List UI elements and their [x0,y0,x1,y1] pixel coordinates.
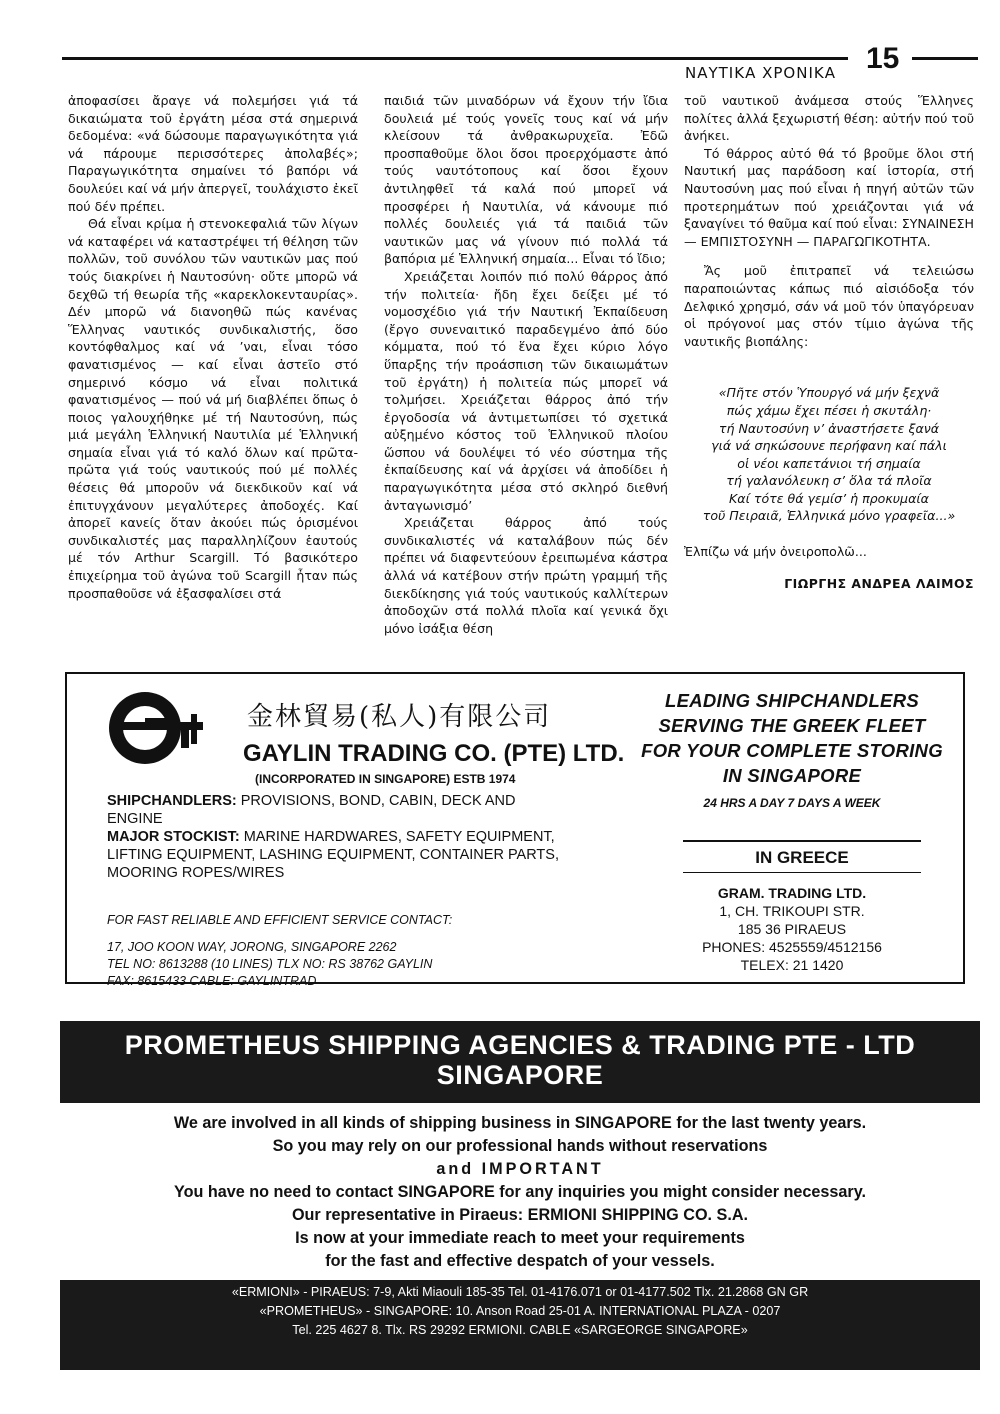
body-line: Is now at your immediate reach to meet your requirements [295,1229,745,1247]
contact-block [107,912,547,990]
article-column-3 [684,92,974,592]
body-line: for the fast and effective despatch of your vessels. [325,1252,715,1270]
quote-line: γιά νά σηκώσουνε περήφανη καί πάλι [711,438,947,454]
contact-heading: FOR FAST RELIABLE AND EFFICIENT SERVICE CONTACT: [107,913,453,927]
closing-line: Ἐλπίζω νά μήν ὀνειροπολῶ... [684,544,867,560]
prometheus-title: PROMETHEUS SHIPPING AGENCIES & TRADING PTE - LTD [124,1030,916,1060]
lead-line: LEADING SHIPCHANDLERS [664,690,919,711]
prometheus-body [60,1112,980,1273]
article-column-2 [384,92,668,637]
agent-address: 1, CH. TRIKOUPI STR. [719,903,865,919]
telephone: TEL NO: 8613288 (10 LINES) TLX NO: RS 38762 GAYLIN [107,957,433,971]
shipchandlers-label: SHIPCHANDLERS: [107,793,237,809]
lead-line: SERVING THE GREEK FLEET [658,715,926,736]
publication-title: ΝΑΥΤΙΚΑ ΧΡΟΝΙΚΑ [685,64,836,82]
stockist-line [107,828,567,846]
prometheus-footer-band [60,1280,980,1370]
paragraph: Θά εἶναι κρίμα ἡ στενοκεφαλιά τῶν λίγων νά καταφέρει νά καταστρέψει τή θέληση τῶν πολλῶν, τοῦ συνόλου τῶν ναυτικῶν μας πού τούς διακρίνει ἡ Ναυτοσύνη· οὔτε μπορῶ νά δεχθῶ τή θεωρία τῆς «καρεκλοκενταυρίας». Δέν μπορῶ νά διανοηθῶ πώς κανένας Ἕλληνας ναυτικός συνδικαλιστής, ὅσο κοντόφθαλμος καί νά ’ναι, εἶναι τόσο φανατισμένος — καί εἶναι ἀστεῖο στό σημερινό κόσμο νά εἶναι πολιτικά φανατισμένος — πού νά μή διαβλέπει ὅπως ὁ ποιος γαλουχήθηκε μέ τή Ναυτοσύνη, πώς μιά μεγάλη Ἑλληνική Ναυτιλία μέ Ἑλληνική σημαία εἶναι γιά τό καλό ὅλων καί πρῶτα- πρῶτα γιά τούς ναυτικούς πού μέ πολλές θέσεις θά μποροῦν νά διεκδικοῦν καί νά ἐπιτυγχάνουν μεγαλύτερες ἀποδοχές. Καί ἀπορεῖ κανείς ὅταν ἀκούει πώς ὁρισμένοι συνδικαλιστές μας παραλληλίζουν ἑαυτούς μέ τόν Arthur Scargill. Τό βασικότερο ἐπιχείρημα τοῦ ἀγώνα τοῦ Scargill ἦταν πώς προσπαθοῦσε νά ἐξασφαλίσει στά [68,216,358,601]
stockist-line-2: LIFTING EQUIPMENT, LASHING EQUIPMENT, CONTAINER PARTS, MOORING ROPES/WIRES [107,847,559,881]
prometheus-subtitle: SINGAPORE [436,1060,604,1090]
quote-line: τή Ναυτοσύνη ν’ ἀναστήσετε ξανά [718,420,940,436]
chinese-company-name: 金林貿易(私人)有限公司 [247,702,552,732]
page-number: 15 [866,42,900,75]
greek-agent-block [643,884,941,974]
header-rule-right [912,57,978,60]
quote-line: τοῦ Πειραιᾶ, Ἑλληνικά μόνο γραφεῖα...» [702,508,956,524]
quote-line: «Πῆτε στόν Ὑπουργό νά μήν ξεχνᾶ [718,385,940,401]
header-rule [62,57,848,60]
divider [683,840,921,842]
hours-note: 24 HRS A DAY 7 DAYS A WEEK [703,796,881,810]
body-line: So you may rely on our professional hands without reservations [272,1137,768,1155]
gaylin-advertisement [65,672,965,988]
paragraph: Ἄς μοῦ ἐπιτραπεῖ νά τελειώσω παραποιώντας κάπως πιό αἰσιόδοξα τόν Δελφικό χρησμό, σάν νά μοῦ τόν ὑπαγόρευαν οἱ πρόγονοί μας στόν τίμιο ἀγώνα τῆς ναυτικῆς βιοπάλης: [684,263,974,349]
agent-phones: PHONES: 4525559/4512156 [702,939,882,955]
article-column-1 [68,92,358,602]
footer-line: «PROMETHEUS» - SINGAPORE: 10. Anson Road 25-01 A. INTERNATIONAL PLAZA - 0207 [259,1304,781,1318]
body-line: and IMPORTANT [436,1160,604,1178]
gaylin-logo-icon [107,688,211,768]
stockist-label: MAJOR STOCKIST: [107,829,240,845]
body-line: You have no need to contact SINGAPORE for any inquiries you might consider necessary. [173,1183,866,1201]
shipchandlers-text: PROVISIONS, BOND, CABIN, DECK AND ENGINE [107,793,516,827]
services-list [107,792,567,882]
address: 17, JOO KOON WAY, JORONG, SINGAPORE 2262 [107,940,397,954]
quote-line: οἱ νέοι καπετάνιοι τή σημαία [737,455,921,471]
incorporation-note: (INCORPORATED IN SINGAPORE) ESTB 1974 [255,772,516,786]
agent-city: 185 36 PIRAEUS [737,921,847,937]
gaylin-right-panel [623,688,961,973]
footer-line: Tel. 225 4627 8. Tlx. RS 29292 ERMIONI. CABLE «SARGEORGE SINGAPORE» [292,1323,748,1337]
paragraph: Χρειάζεται θάρρος ἀπό τούς συνδικαλιστές νά καταλάβουν πώς δέν πρέπει νά διαφεντεύουν ἐρειπωμένα κάστρα ἀλλά νά κατέβουν στήν πρώτη γραμμή τῆς διεκδίκησης γιά τούς ναυτικούς καλλίτερων ἀποδοχῶν στά πολλά πλοῖα καί γενικά ὄχι μόνο ἰσάξια θέση [384,515,668,636]
paragraph: ἀποφασίσει ἄραγε νά πολεμήσει γιά τά δικαιώματα τοῦ ἐργάτη μέσα στά σημερινά δεδομένα: «νά δώσουμε παραγωγικότητα γιά νά πάρουμε περισσότερες ἀπολαβές»; Παραγωγικότητα σημαίνει τό βαπόρι νά δουλεύει καί νά μήν ἀπεργεῖ, τουλάχιστο ἐκεῖ πού δέν πρέπει. [68,93,358,214]
stockist-text: MARINE HARDWARES, SAFETY EQUIPMENT, [243,829,555,845]
quote-line: Καί τότε θά γεμίσ’ ἡ προκυμαία [729,490,929,506]
company-name: GAYLIN TRADING CO. (PTE) LTD. [243,740,625,767]
paragraph: τοῦ ναυτικοῦ ἀνάμεσα στούς Ἕλληνες πολίτες ἀλλά ξεχωριστή θέση: αὐτήν πού τοῦ ἀνήκει. [684,93,974,144]
body-line: Our representative in Piraeus: ERMIONI SHIPPING CO. S.A. [291,1206,749,1224]
body-line: We are involved in all kinds of shipping business in SINGAPORE for the last twenty years. [173,1114,867,1132]
fax: FAX: 8615433 CABLE: GAYLINTRAD [107,974,317,988]
paragraph: Χρειάζεται λοιπόν πιό πολύ θάρρος ἀπό τήν πολιτεία· ἤδη ἔχει δείξει μέ τό νομοσχέδιο γιά τήν Ναυτική Ἐκπαίδευση (ἔργο συνεναιτικό παραδεγμένο ἀπό δύο κόμματα, πού τό ἕνα ἔχει κύριο λόγο ὕπαρξης τήν προάσπιση τῶν δικαιωμάτων τοῦ ἐργάτη) ἡ πολιτεία πώς μπορεῖ νά τολμήσει. Χρειάζεται θάρρος ἀπό τήν ἐργοδοσία νά ἀντιμετωπίσει τό σχετικά αὐξημένο κόστος τοῦ Ἑλληνικοῦ πλοίου ὥσπου νά δουλέψει τό νέο σύστημα τῆς ἐκπαίδευσης καί νά ἀρχίσει νά ἀποδίδει ἡ παραγωγικότητα μέσα στό σκληρό διεθνή ἀνταγωνισμό’ [384,268,668,513]
quote-line: τή γαλανόλευκη σ’ ὅλα τά πλοῖα [726,473,932,489]
lead-line: IN SINGAPORE [722,765,862,786]
shipchandlers-line [107,792,567,828]
paragraph: Τό θάρρος αὐτό θά τό βροῦμε ὅλοι στή Ναυτική μας παράδοση καί ἱστορία, στή Ναυτοσύνη μας πού εἶναι ἡ πηγή αὐτῶν τῶν προτερημάτων πού χρειάζονται γιά νά ξαναγίνει τό θαῦμα καί πού εἶναι: ΣΥΝΑΙΝΕΣΗ — ΕΜΠΙΣΤΟΣΥΝΗ — ΠΑΡΑΓΩΓΙΚΟΤΗΤΑ. [684,145,974,249]
lead-line: FOR YOUR COMPLETE STORING [641,740,943,761]
agent-telex: TELEX: 21 1420 [740,957,844,973]
author-signature: ΓΙΩΡΓΗΣ ΑΝΔΡΕΑ ΛΑΙΜΟΣ [784,575,974,591]
oracle-quote [684,384,974,525]
prometheus-title-band [60,1021,980,1103]
paragraph: παιδιά τῶν μιναδόρων νά ἔχουν τήν ἴδια δουλειά μέ τούς γονεῖς τους καί νά μήν κλείσουν τά ἀνθρακωρυχεῖα. Ἐδῶ προσπαθοῦμε ὅλοι ὅσοι προερχόμαστε ἀπό τούς ναυτότοπους καί ὅσοι ἔχουν ἀντιληφθεῖ τά καλά πού μπορεῖ νά προσφέρει ἡ Ναυτιλία, νά κάνουμε πιό πολλές δουλειές γιά τά παιδιά τῶν ναυτικῶν μας νά γίνουν πιό πολλά τά βαπόρια μέ Ἑλληνική σημαία... Εἶναι τό ἴδιο; [384,93,668,267]
quote-line: πώς χάμω ἔχει πέσει ἡ σκυτάλη· [726,402,932,418]
divider [683,872,921,873]
footer-line: «ERMIONI» - PIRAEUS: 7-9, Akti Miaouli 185-35 Tel. 01-4176.071 or 01-4177.502 Tlx. 21.2868 GN GR [231,1285,809,1299]
agent-name: GRAM. TRADING LTD. [717,885,867,901]
in-greece-heading: IN GREECE [755,848,849,867]
